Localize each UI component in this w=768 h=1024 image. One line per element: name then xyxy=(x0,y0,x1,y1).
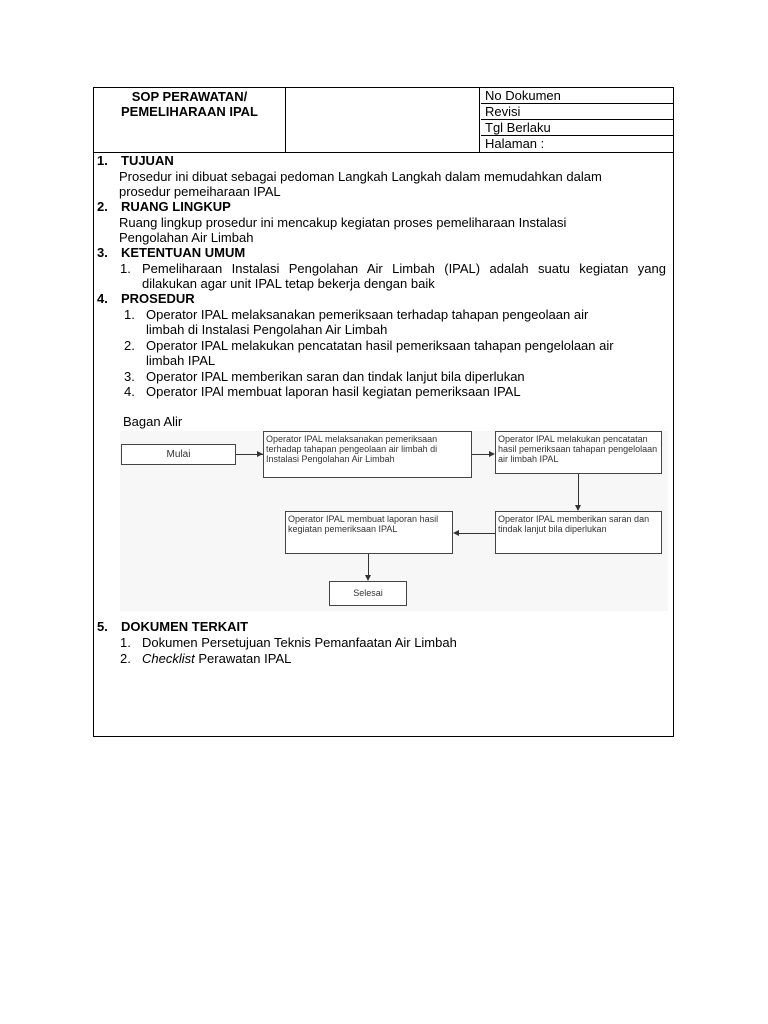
meta-halaman: Halaman : xyxy=(485,136,545,151)
header-blank-cell xyxy=(286,88,480,152)
section-ketentuan-title xyxy=(97,245,245,260)
prosedur-item-2 xyxy=(124,338,614,353)
section-number: 3. xyxy=(97,245,108,260)
section-number: 1. xyxy=(97,153,108,168)
document-meta xyxy=(481,88,673,152)
item-number: 2. xyxy=(124,338,135,353)
item-text-line-1: Pemeliharaan Instalasi Pengolahan Air Limbah (IPAL) adalah suatu kegiatan yang xyxy=(142,261,666,276)
section-ruang-lingkup-title xyxy=(97,199,231,214)
arrow-step1-to-step2 xyxy=(472,454,489,455)
meta-no-dokumen: No Dokumen xyxy=(481,88,673,104)
section-tujuan-title xyxy=(97,153,174,168)
step1-line-1: Operator IPAL melaksanakan pemeriksaan xyxy=(266,434,438,444)
prosedur-item-3 xyxy=(124,369,525,384)
prosedur-item-2-cont: limbah IPAL xyxy=(146,353,216,368)
step3-line-1: Operator IPAL memberikan saran dan xyxy=(498,514,650,524)
arrowhead-step3-to-step4 xyxy=(453,530,459,536)
item-text-line-1: Operator IPAL melakukan pencatatan hasil pemeriksaan tahapan pengelolaan air xyxy=(146,338,614,353)
dokumen-item-1 xyxy=(120,635,457,650)
item-number: 2. xyxy=(120,651,131,666)
flow-start-box: Mulai xyxy=(121,444,236,465)
arrow-step4-to-end xyxy=(368,554,369,575)
item-number: 1. xyxy=(120,635,131,650)
flow-step3-box xyxy=(495,511,662,554)
section-heading: DOKUMEN TERKAIT xyxy=(121,619,249,634)
flowchart xyxy=(120,431,668,611)
item-text-line-1: Operator IPAl membuat laporan hasil kegiatan pemeriksaan IPAL xyxy=(146,384,521,399)
step4-line-1: Operator IPAL membuat laporan hasil xyxy=(288,514,439,524)
title-line-1: SOP PERAWATAN/ xyxy=(131,89,248,104)
section-prosedur-title xyxy=(97,291,195,306)
section-number: 2. xyxy=(97,199,108,214)
item-text-line-1: Operator IPAL memberikan saran dan tindak lanjut bila diperlukan xyxy=(146,369,525,384)
section-heading: TUJUAN xyxy=(121,153,174,168)
ketentuan-item-1 xyxy=(120,261,668,276)
ketentuan-item-1-cont: dilakukan agar unit IPAL tetap bekerja dengan baik xyxy=(142,276,435,291)
item-number: 4. xyxy=(124,384,135,399)
dokumen-item-2 xyxy=(120,651,291,666)
prosedur-item-4 xyxy=(124,384,521,399)
step3-line-2: tindak lanjut bila diperlukan xyxy=(498,524,607,534)
step2-line-2: hasil pemeriksaan tahapan pengelolaan xyxy=(498,444,658,454)
arrow-step3-to-step4 xyxy=(459,533,495,534)
flow-end-box: Selesai xyxy=(329,581,407,606)
step4-line-2: kegiatan pemeriksaan IPAL xyxy=(288,524,398,534)
flow-step2-box xyxy=(495,431,662,474)
section-heading: KETENTUAN UMUM xyxy=(121,245,246,260)
item-text: Perawatan IPAL xyxy=(194,651,292,666)
item-number: 1. xyxy=(120,261,131,276)
title-line-2: PEMELIHARAAN IPAL xyxy=(121,104,258,119)
step1-line-3: Instalasi Pengolahan Air Limbah xyxy=(266,454,395,464)
section-number: 5. xyxy=(97,619,108,634)
sop-document xyxy=(93,87,674,737)
section-heading: RUANG LINGKUP xyxy=(121,199,231,214)
item-text-italic: Checklist xyxy=(142,651,195,666)
step1-line-2: terhadap tahapan pengeolaan air limbah di xyxy=(266,444,438,454)
flow-step1-box xyxy=(263,431,472,478)
section-number: 4. xyxy=(97,291,108,306)
document-header xyxy=(94,88,673,153)
ruang-line-2: Pengolahan Air Limbah xyxy=(119,230,254,245)
tujuan-line-1: Prosedur ini dibuat sebagai pedoman Langkah Langkah dalam memudahkan dalam xyxy=(119,169,602,184)
item-text: Dokumen Persetujuan Teknis Pemanfaatan Air Limbah xyxy=(142,635,457,650)
item-number: 1. xyxy=(124,307,135,322)
meta-revisi: Revisi xyxy=(481,104,673,120)
flow-step4-box xyxy=(285,511,453,554)
section-heading: PROSEDUR xyxy=(121,291,195,306)
prosedur-item-1-cont: limbah di Instalasi Pengolahan Air Limbah xyxy=(146,322,388,337)
step2-line-3: air limbah IPAL xyxy=(498,454,559,464)
ruang-line-1: Ruang lingkup prosedur ini mencakup kegiatan proses pemeliharaan Instalasi xyxy=(119,215,567,230)
item-number: 3. xyxy=(124,369,135,384)
prosedur-item-1 xyxy=(124,307,588,322)
document-title xyxy=(94,88,286,152)
tujuan-line-2: prosedur pemeiharaan IPAL xyxy=(119,184,281,199)
arrow-step2-to-step3 xyxy=(578,474,579,505)
flowchart-label: Bagan Alir xyxy=(123,414,183,429)
meta-tgl-berlaku: Tgl Berlaku xyxy=(481,120,673,136)
item-text-line-1: Operator IPAL melaksanakan pemeriksaan terhadap tahapan pengeolaan air xyxy=(146,307,589,322)
section-dokumen-title xyxy=(97,619,248,634)
step2-line-1: Operator IPAL melakukan pencatatan xyxy=(498,434,648,444)
